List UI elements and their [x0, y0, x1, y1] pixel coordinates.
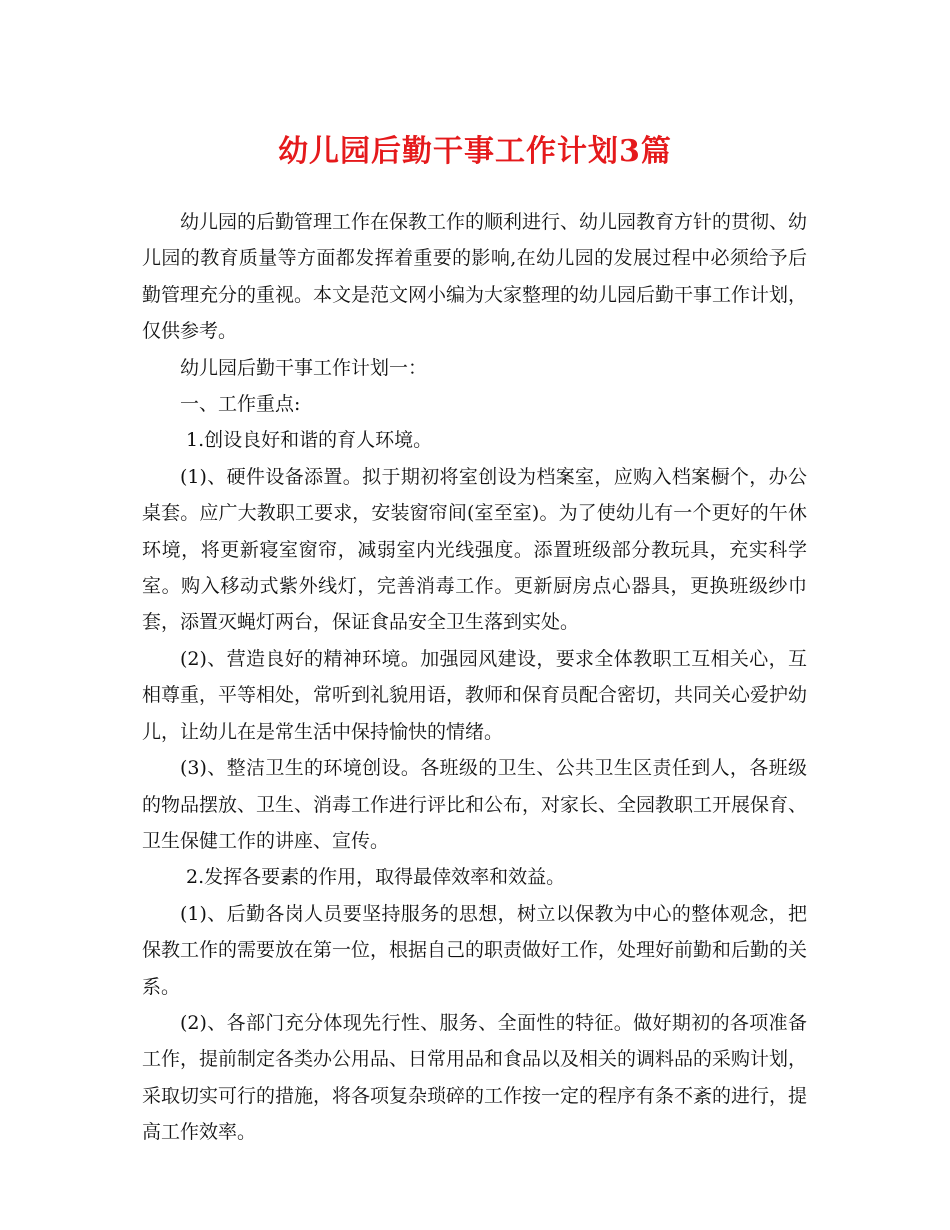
paragraph-hardware-equipment: (1)、硬件设备添置。拟于期初将室创设为档案室，应购入档案橱个，办公桌套。应广大教职工要求，安装窗帘间(室至室)。为了使幼儿有一个更好的午休环境，将更新寝室窗帘，减弱室内光线强度。添置班级部分教玩具，充实科学室。购入移动式紫外线灯，完善消毒工作。更新厨房点心器具，更换班级纱巾套，添置灭蝇灯两台，保证食品安全卫生落到实处。 — [142, 465, 807, 634]
item-heading-1: 1.创设良好和谐的育人环境。 — [186, 429, 433, 452]
document-title: 幼儿园后勤干事工作计划3篇 — [278, 134, 672, 169]
intro-paragraph: 幼儿园的后勤管理工作在保教工作的顺利进行、幼儿园教育方针的贯彻、幼儿园的教育质量等方面都发挥着重要的影响,在幼儿园的发展过程中必须给予后勤管理充分的重视。本文是范文网小编为大家整理的幼儿园后勤干事工作计划，仅供参考。 — [142, 211, 808, 343]
section-heading-work-focus: 一、工作重点: — [180, 393, 301, 416]
item-heading-2: 2.发挥各要素的作用，取得最倖效率和效益。 — [186, 866, 566, 889]
paragraph-hygiene-environment: (3)、整洁卫生的环境创设。各班级的卫生、公共卫生区责任到人，各班级的物品摆放、卫生、消毒工作进行评比和公布，对家长、全园教职工开展保育、卫生保健工作的讲座、宣传。 — [142, 757, 808, 852]
document-body — [142, 204, 807, 1151]
paragraph-spiritual-environment: (2)、营造良好的精神环境。加强园风建设，要求全体教职工互相关心，互相尊重，平等相处，常听到礼貌用语，教师和保育员配合密切，共同关心爱护幼儿，让幼儿在是常生活中保持愉快的情绪。 — [142, 647, 808, 743]
plan-one-heading: 幼儿园后勤干事工作计划一： — [180, 356, 428, 379]
paragraph-logistics-staff: (1)、后勤各岗人员要坚持服务的思想，树立以保教为中心的整体观念，把保教工作的需要放在第一位，根据自己的职责做好工作，处理好前勤和后勤的关系。 — [142, 902, 808, 998]
paragraph-departments: (2)、各部门充分体现先行性、服务、全面性的特征。做好期初的各项准备工作，提前制定各类办公用品、日常用品和食品以及相关的调料品的采购计划，采取切实可行的措施，将各项复杂琐碎的工作按一定的程序有条不紊的进行，提高工作效率。 — [142, 1011, 808, 1144]
